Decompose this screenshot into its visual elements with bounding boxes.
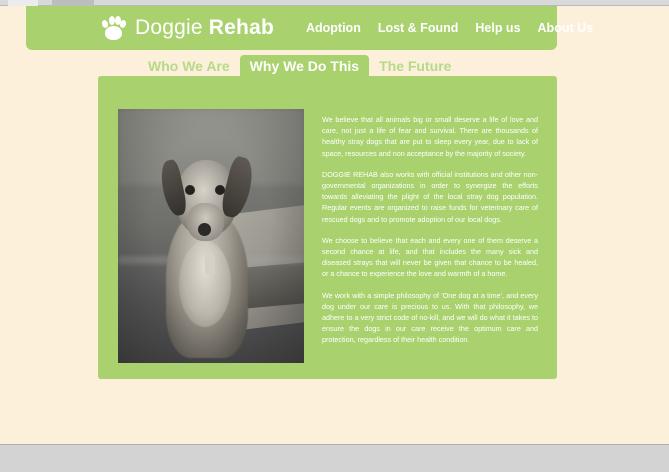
- page-left-gutter: [0, 6, 26, 444]
- paw-icon: [100, 14, 128, 42]
- article-paragraph: DOGGIE REHAB also works with official institutions and other non-governmental organizations in order to synergize the efforts towards alleviating the plight of the local stray dog population. Regular events are organized to raise funds for veterinary care of rescued dogs and to promote adoption of our local dogs.: [322, 169, 538, 224]
- tab-the-future[interactable]: The Future: [379, 58, 452, 74]
- brand-wordmark: [135, 16, 274, 40]
- tab-who-we-are[interactable]: Who We Are: [148, 58, 230, 74]
- brand-word-bold: Rehab: [208, 16, 274, 39]
- window-bottom-bar: [0, 444, 669, 472]
- site-logo[interactable]: [100, 14, 274, 42]
- primary-nav: [306, 21, 593, 35]
- nav-link-about-us[interactable]: About Us: [537, 21, 594, 35]
- nav-link-adoption[interactable]: Adoption: [305, 21, 361, 35]
- nav-link-lost-and-found[interactable]: Lost & Found: [377, 21, 459, 35]
- web-page: [0, 6, 669, 444]
- article-text: [322, 114, 538, 346]
- content-panel: [98, 76, 557, 379]
- nav-link-help-us[interactable]: Help us: [475, 21, 521, 35]
- article-paragraph: We believe that all animals big or small deserve a life of love and care, not just a life of fear and survival. There are thousands of healthy stray dogs that are put to sleep every year, due to lack of space, resources and non acceptance by the majority of society.: [322, 115, 538, 158]
- article-paragraph: We choose to believe that each and every one of them deserve a second chance at life, and that includes the many sick and diseased strays that will never be given that chance to be healed, or a chance to experience the love and warmth of a home.: [322, 235, 538, 279]
- tab-why-we-do-this[interactable]: Why We Do This: [240, 55, 369, 78]
- page-right-gutter: [649, 6, 669, 444]
- site-header: [26, 6, 594, 50]
- brand-word-light: Doggie: [135, 16, 203, 39]
- article-paragraph: We work with a simple philosophy of 'One dog at a time', and every dog under our care is precious to us. With that philosophy, we adhere to a very strict code of no-kill, and we will do what it takes to ensure the dogs in our care receive the optimum care and protection, regardless of their health condition.: [322, 290, 538, 345]
- dog-photo: [118, 109, 304, 363]
- section-tabs: [26, 54, 557, 78]
